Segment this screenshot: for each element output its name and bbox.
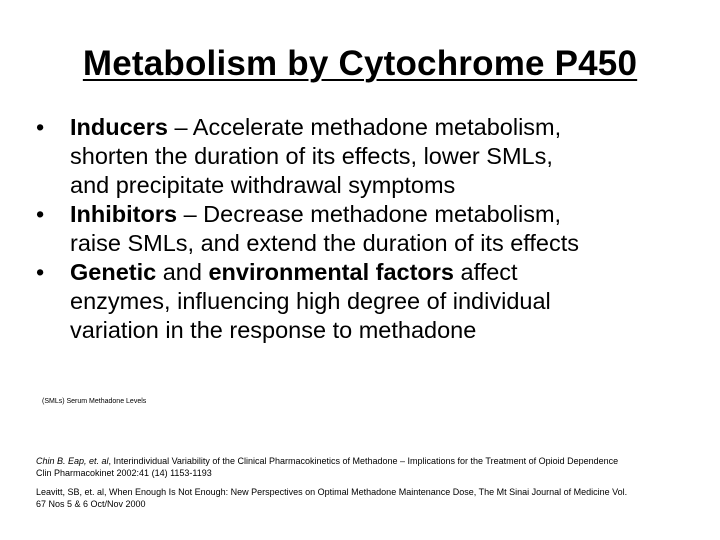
reference-authors: Chin B. Eap, et. al — [36, 456, 109, 466]
bullet-line: and precipitate withdrawal symptoms — [70, 172, 456, 198]
bullet-dot-icon: • — [36, 259, 45, 285]
bullet-line — [70, 200, 720, 229]
bullet-inducers — [0, 113, 720, 200]
bullet-line: raise SMLs, and extend the duration of its effects — [70, 230, 580, 256]
bullet-genetic-environmental — [0, 258, 720, 345]
abbreviation-note: (SMLs) Serum Methadone Levels — [42, 398, 147, 405]
bullet-list — [0, 113, 720, 345]
bullet-term: Genetic — [70, 259, 157, 285]
bullet-term: environmental factors — [208, 259, 454, 285]
bullet-line — [70, 258, 720, 287]
bullet-line: variation in the response to methadone — [70, 317, 477, 343]
bullet-text: – Accelerate methadone metabolism, — [167, 114, 562, 140]
reference-eap — [36, 456, 618, 479]
bullet-text: and — [156, 259, 209, 285]
bullet-term: Inducers — [70, 114, 168, 140]
bullet-line: shorten the duration of its effects, lower SMLs, — [70, 143, 553, 169]
bullet-dot-icon: • — [36, 114, 45, 140]
bullet-text: – Decrease methadone metabolism, — [177, 201, 562, 227]
bullet-text: affect — [454, 259, 518, 285]
bullet-term: Inhibitors — [70, 201, 178, 227]
bullet-line — [70, 113, 720, 142]
slide-title: Metabolism by Cytochrome P450 — [82, 44, 638, 83]
bullet-dot-icon: • — [36, 201, 45, 227]
reference-leavitt — [36, 487, 627, 510]
reference-line: Leavitt, SB, et. al, When Enough Is Not Enough: New Perspectives on Optimal Methadone Maintenance Dose, The Mt Sinai Journal of Medicine Vol. — [36, 487, 628, 497]
reference-line — [36, 456, 618, 468]
reference-line: Clin Pharmacokinet 2002:41 (14) 1153-1193 — [36, 467, 212, 478]
reference-line: 67 Nos 5 & 6 Oct/Nov 2000 — [36, 498, 146, 509]
bullet-line: enzymes, influencing high degree of individual — [70, 288, 551, 314]
reference-text: , Interindividual Variability of the Clinical Pharmacokinetics of Methadone – Implications for the Treatment of Opioid Dependence — [108, 456, 619, 466]
bullet-inhibitors — [0, 200, 720, 258]
